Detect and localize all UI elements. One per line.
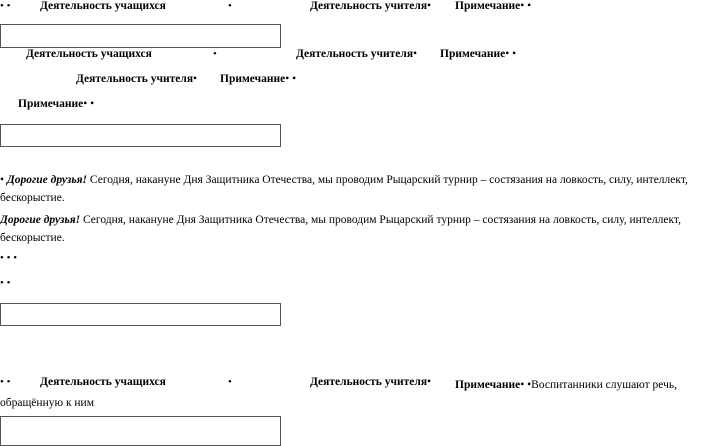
bullet: • — [292, 73, 297, 85]
bullet-triple: • • • — [0, 252, 18, 264]
header-note-group — [455, 0, 531, 12]
header-teacher-group — [296, 48, 417, 60]
header-note: Примечание — [455, 379, 521, 391]
intro-paragraph-1 — [0, 171, 700, 207]
intro-text: Сегодня, накануне Дня Защитника Отечества, мы проводим Рыцарский турнир – состязания на ловкость, силу, интеллект, бескорыстие. — [0, 214, 681, 244]
bullet: • — [0, 174, 5, 186]
header-teacher: Деятельность учителя — [310, 0, 428, 12]
empty-cell-4 — [0, 416, 281, 446]
header-teacher: Деятельность учителя — [296, 48, 414, 60]
header-teacher-group — [310, 0, 431, 12]
bullet: • — [213, 48, 217, 60]
bullet-pair: • • — [0, 376, 11, 388]
empty-cell-2 — [0, 124, 281, 147]
bullet-pair: • • — [0, 277, 11, 289]
bullet: • — [83, 98, 88, 110]
bullet: • — [427, 0, 432, 12]
bullet: • — [520, 0, 525, 12]
bullet: • — [505, 48, 510, 60]
bullet: • — [193, 73, 198, 85]
header-students: Деятельность учащихся — [40, 376, 166, 388]
bullet-pair: • • — [0, 0, 11, 12]
header-note: Примечание — [18, 98, 84, 110]
header-teacher: Деятельность учителя — [76, 73, 194, 85]
note-with-text — [0, 376, 700, 412]
bullet: • — [527, 0, 532, 12]
intro-paragraph-2 — [0, 211, 700, 247]
header-note-group — [440, 48, 516, 60]
header-note-group — [18, 98, 94, 110]
bullet: • — [228, 0, 232, 12]
header-teacher-group — [76, 73, 197, 85]
intro-address: Дорогие друзья! — [0, 214, 81, 226]
empty-cell-3 — [0, 303, 281, 326]
bottom-note-text: Воспитанники слушают речь, обращённую к ним — [0, 379, 677, 409]
bullet: • — [285, 73, 290, 85]
bullet: • — [512, 48, 517, 60]
header-students: Деятельность учащихся — [40, 0, 166, 12]
header-note-group — [220, 73, 296, 85]
intro-text: Сегодня, накануне Дня Защитника Отечества, мы проводим Рыцарский турнир – состязания на ловкость, силу, интеллект, бескорыстие. — [0, 174, 688, 204]
bullet: • — [427, 376, 432, 388]
bullet: • — [90, 98, 95, 110]
header-note: Примечание — [220, 73, 286, 85]
empty-cell-1 — [0, 24, 281, 48]
bullet: • — [413, 48, 418, 60]
header-note: Примечание — [440, 48, 506, 60]
header-teacher: Деятельность учителя — [310, 376, 428, 388]
bullet: • — [228, 376, 232, 388]
header-students: Деятельность учащихся — [26, 48, 152, 60]
intro-address: Дорогие друзья! — [6, 174, 88, 186]
bullet: • — [520, 379, 525, 391]
bullet: • — [527, 379, 532, 391]
header-note: Примечание — [455, 0, 521, 12]
